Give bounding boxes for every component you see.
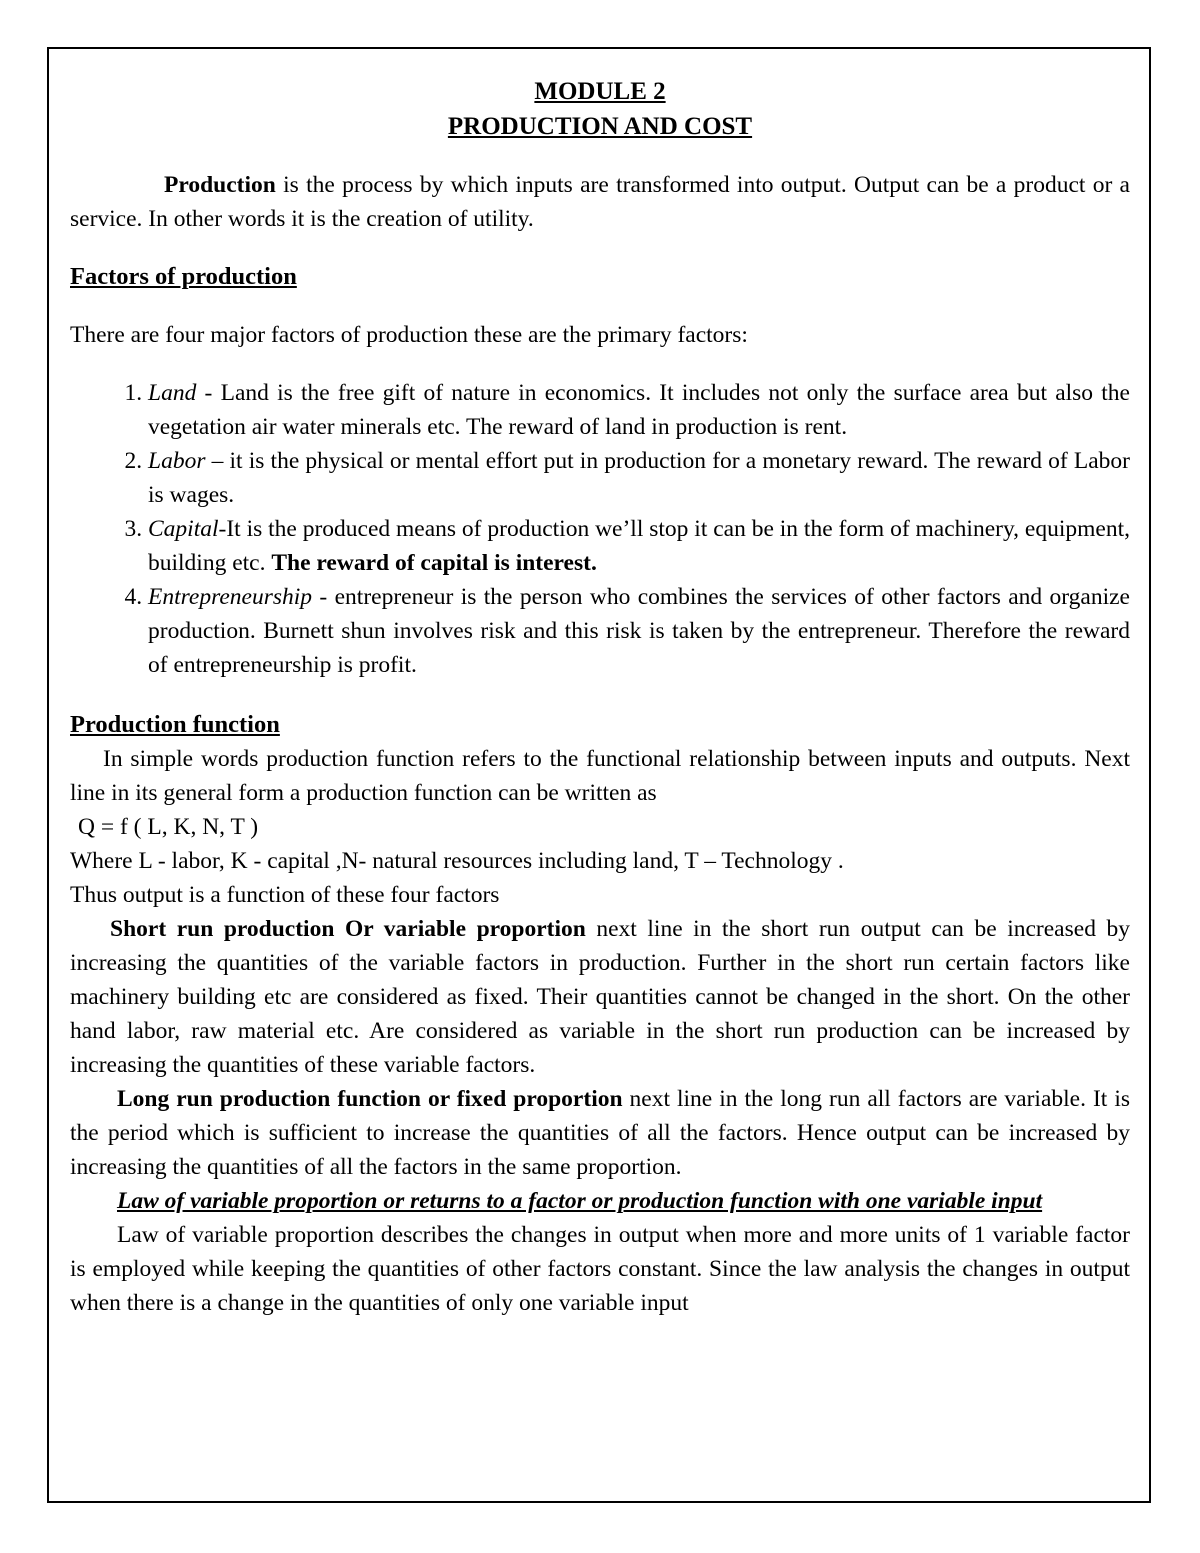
long-run-paragraph bbox=[70, 1082, 1130, 1184]
factor-term: Land bbox=[148, 380, 197, 406]
factors-lead: There are four major factors of production these are the primary factors: bbox=[70, 322, 748, 348]
document-body bbox=[70, 74, 1130, 1320]
intro-paragraph bbox=[70, 168, 1130, 236]
factor-term: Capital bbox=[148, 516, 219, 542]
law-heading: Law of variable proportion or returns to a factor or production function with one variable input bbox=[117, 1188, 1043, 1214]
factor-text: -It is the produced means of production we’ll stop it can be in the form of machinery, equipment, building etc. bbox=[148, 516, 1130, 576]
long-run-text: next line in the long run all factors are variable. It is the period which is sufficient to increase the quantities of all the factors. Hence output can be increased by increasing the quantities of all the factors in the same proportion. bbox=[70, 1086, 1130, 1180]
intro-text: is the process by which inputs are transformed into output. Output can be a product or a service. In other words it is the creation of utility. bbox=[70, 172, 1130, 232]
production-function-intro: In simple words production function refers to the functional relationship between inputs and outputs. Next line in its general form a production function can be written as bbox=[70, 746, 1130, 806]
list-item bbox=[148, 512, 1130, 580]
short-run-paragraph bbox=[70, 912, 1130, 1082]
list-item bbox=[148, 376, 1130, 444]
factor-text: - entrepreneur is the person who combines the services of other factors and organize production. Burnett shun involves risk and this risk is taken by the entrepreneur. Therefore the reward of entrepreneurship is profit. bbox=[148, 584, 1130, 678]
factors-list bbox=[70, 376, 1130, 682]
page-title: PRODUCTION AND COST bbox=[447, 113, 753, 140]
factor-text: - Land is the free gift of nature in economics. It includes not only the surface area but also the vegetation air water minerals etc. The reward of land in production is rent. bbox=[148, 380, 1130, 440]
factor-term: Labor bbox=[148, 448, 206, 474]
production-function-equation: Q = f ( L, K, N, T ) bbox=[78, 814, 259, 840]
module-heading: MODULE 2 bbox=[534, 78, 666, 105]
production-function-heading: Production function bbox=[70, 711, 280, 738]
factors-heading: Factors of production bbox=[70, 263, 297, 290]
list-item bbox=[148, 444, 1130, 512]
short-run-term: Short run production Or variable proportion bbox=[110, 916, 586, 942]
production-function-thus: Thus output is a function of these four factors bbox=[70, 882, 500, 908]
list-item bbox=[148, 580, 1130, 682]
short-run-text: next line in the short run output can be increased by increasing the quantities of the variable factors in production. Further in the short run certain factors like machinery building etc are considered as fixed. Their quantities cannot be changed in the short. On the other hand labor, raw material etc. Are considered as variable in the short run production can be increased by increasing the quantities of these variable factors. bbox=[70, 916, 1130, 1078]
factor-text: – it is the physical or mental effort put in production for a monetary reward. The reward of Labor is wages. bbox=[148, 448, 1130, 508]
production-function-where: Where L - labor, K - capital ,N- natural resources including land, T – Technology . bbox=[70, 848, 844, 874]
long-run-term: Long run production function or fixed proportion bbox=[117, 1086, 623, 1112]
intro-term: Production bbox=[164, 172, 276, 198]
factor-term: Entrepreneurship bbox=[148, 584, 313, 610]
law-paragraph: Law of variable proportion describes the changes in output when more and more units of 1 variable factor is employed while keeping the quantities of other factors constant. Since the law analysis the changes in output when there is a change in the quantities of only one variable input bbox=[70, 1222, 1130, 1316]
factor-bold-text: The reward of capital is interest. bbox=[271, 550, 597, 576]
